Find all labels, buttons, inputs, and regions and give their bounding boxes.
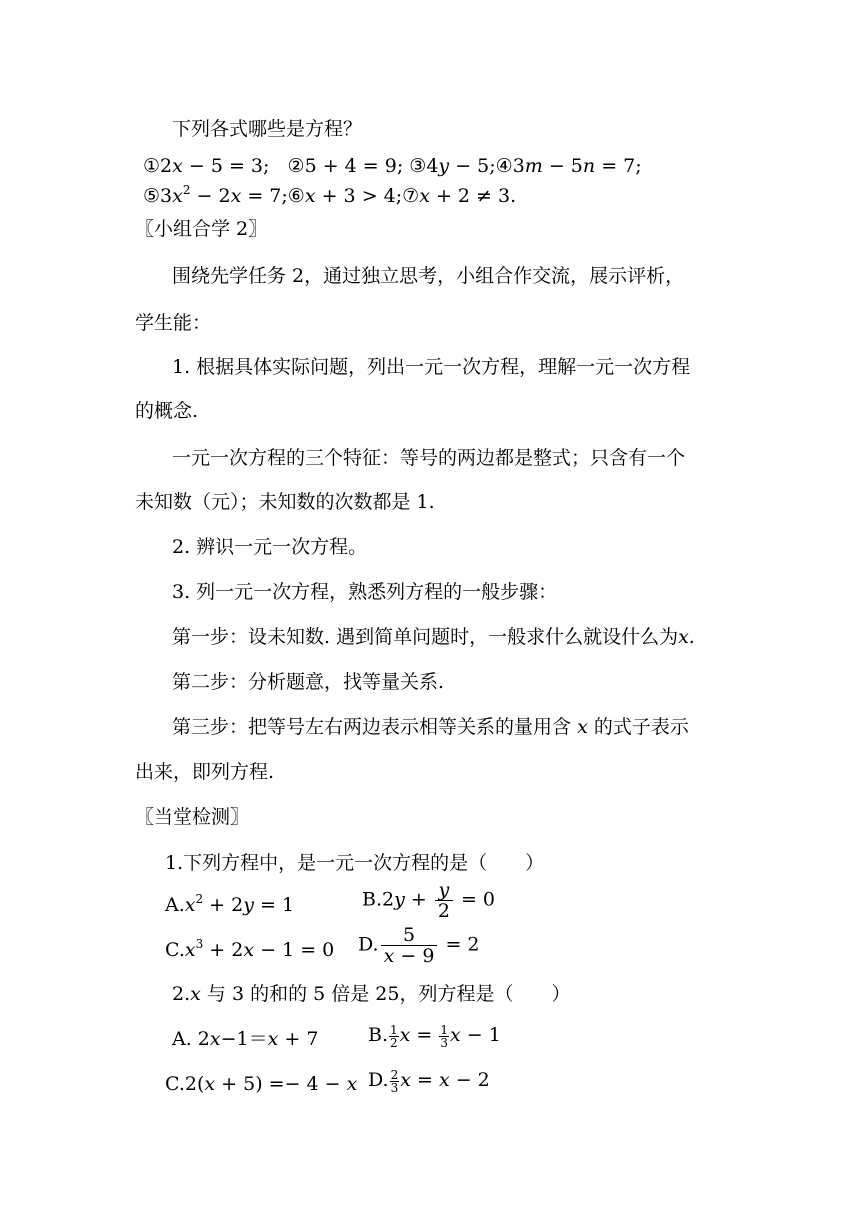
step-3 (172, 715, 689, 739)
step-2: 第二步：分析题意，找等量关系. (172, 671, 445, 693)
features-paragraph-cont: 未知数（元）；未知数的次数都是 1. (135, 491, 435, 513)
step-3-text-b: 的式子表示 (593, 716, 689, 738)
question-1-option-a: $A.x^2 + 2y = 1$ (165, 892, 295, 916)
question-2-option-a: A. 2x−1＝x + 7 (172, 1028, 319, 1050)
question-2-variable: x (190, 983, 201, 1005)
equation-2: ②5 + 4 = 9; (287, 155, 404, 177)
step-1 (172, 625, 695, 649)
question-1-stem: 1.下列方程中，是一元一次方程的是（ ） (165, 852, 545, 874)
section-heading-class-test: 〖当堂检测〗 (135, 806, 250, 828)
question-2-option-b: B. $\frac{1}{2}$ x = $\frac{1}{3}$ x − 1 (368, 1022, 501, 1050)
intro-question: 下列各式哪些是方程？ (172, 118, 363, 140)
paragraph-group-study-cont: 学生能： (135, 312, 212, 334)
features-paragraph: 一元一次方程的三个特征：等号的两边都是整式；只含有一个 (172, 447, 686, 469)
question-1-option-d: D. $\frac{5}{x - 9}$ = 2 (358, 924, 480, 967)
question-2-option-d: D. $\frac{2}{3}$ x = x − 2 (368, 1067, 490, 1095)
equation-1: ①2x − 5 = 3; (143, 155, 270, 177)
equation-6: ⑥x + 3 > 4; (287, 185, 403, 207)
question-2-stem (172, 982, 570, 1006)
step-3-text-a: 第三步：把等号左右两边表示相等关系的量用含 (172, 716, 572, 738)
list-item-3: 3. 列一元一次方程，熟悉列方程的一般步骤： (172, 581, 558, 603)
section-heading-group-study: 〖小组合学 2〗 (135, 218, 268, 240)
question-1-option-c: $C.x^3 + 2x - 1 = 0$ (165, 937, 335, 961)
equation-list-line-2 (143, 184, 516, 208)
list-item-1: 1. 根据具体实际问题，列出一元一次方程，理解一元一次方程 (172, 356, 691, 378)
question-2-text: 与 3 的和的 5 倍是 25，列方程是（ ） (206, 983, 571, 1005)
step-1-text: 第一步：设未知数. 遇到简单问题时，一般求什么就设什么为 (172, 626, 679, 648)
step-1-variable: x. (678, 626, 695, 648)
paragraph-group-study: 围绕先学任务 2，通过独立思考，小组合作交流，展示评析， (172, 265, 685, 287)
list-item-1-cont: 的概念. (135, 400, 199, 422)
equation-5: $⑤3x^2 - 2x = 7$; (143, 183, 288, 207)
list-item-2: 2. 辨识一元一次方程。 (172, 536, 368, 558)
equation-3: ③4y − 5; (409, 155, 496, 177)
step-3-cont: 出来，即列方程. (135, 761, 275, 783)
equation-7: ⑦x + 2 ≠ 3. (402, 185, 517, 207)
question-2-number: 2. (172, 983, 191, 1005)
step-3-variable: x (577, 716, 588, 738)
equation-list-line-1 (143, 154, 642, 178)
equation-4: ④3m − 5n = 7; (495, 155, 642, 177)
question-2-option-c: C.2(x + 5) =− 4 − x (165, 1073, 358, 1095)
question-1-option-b: B.2y + $\frac{y}{2}$ = 0 (362, 879, 496, 922)
